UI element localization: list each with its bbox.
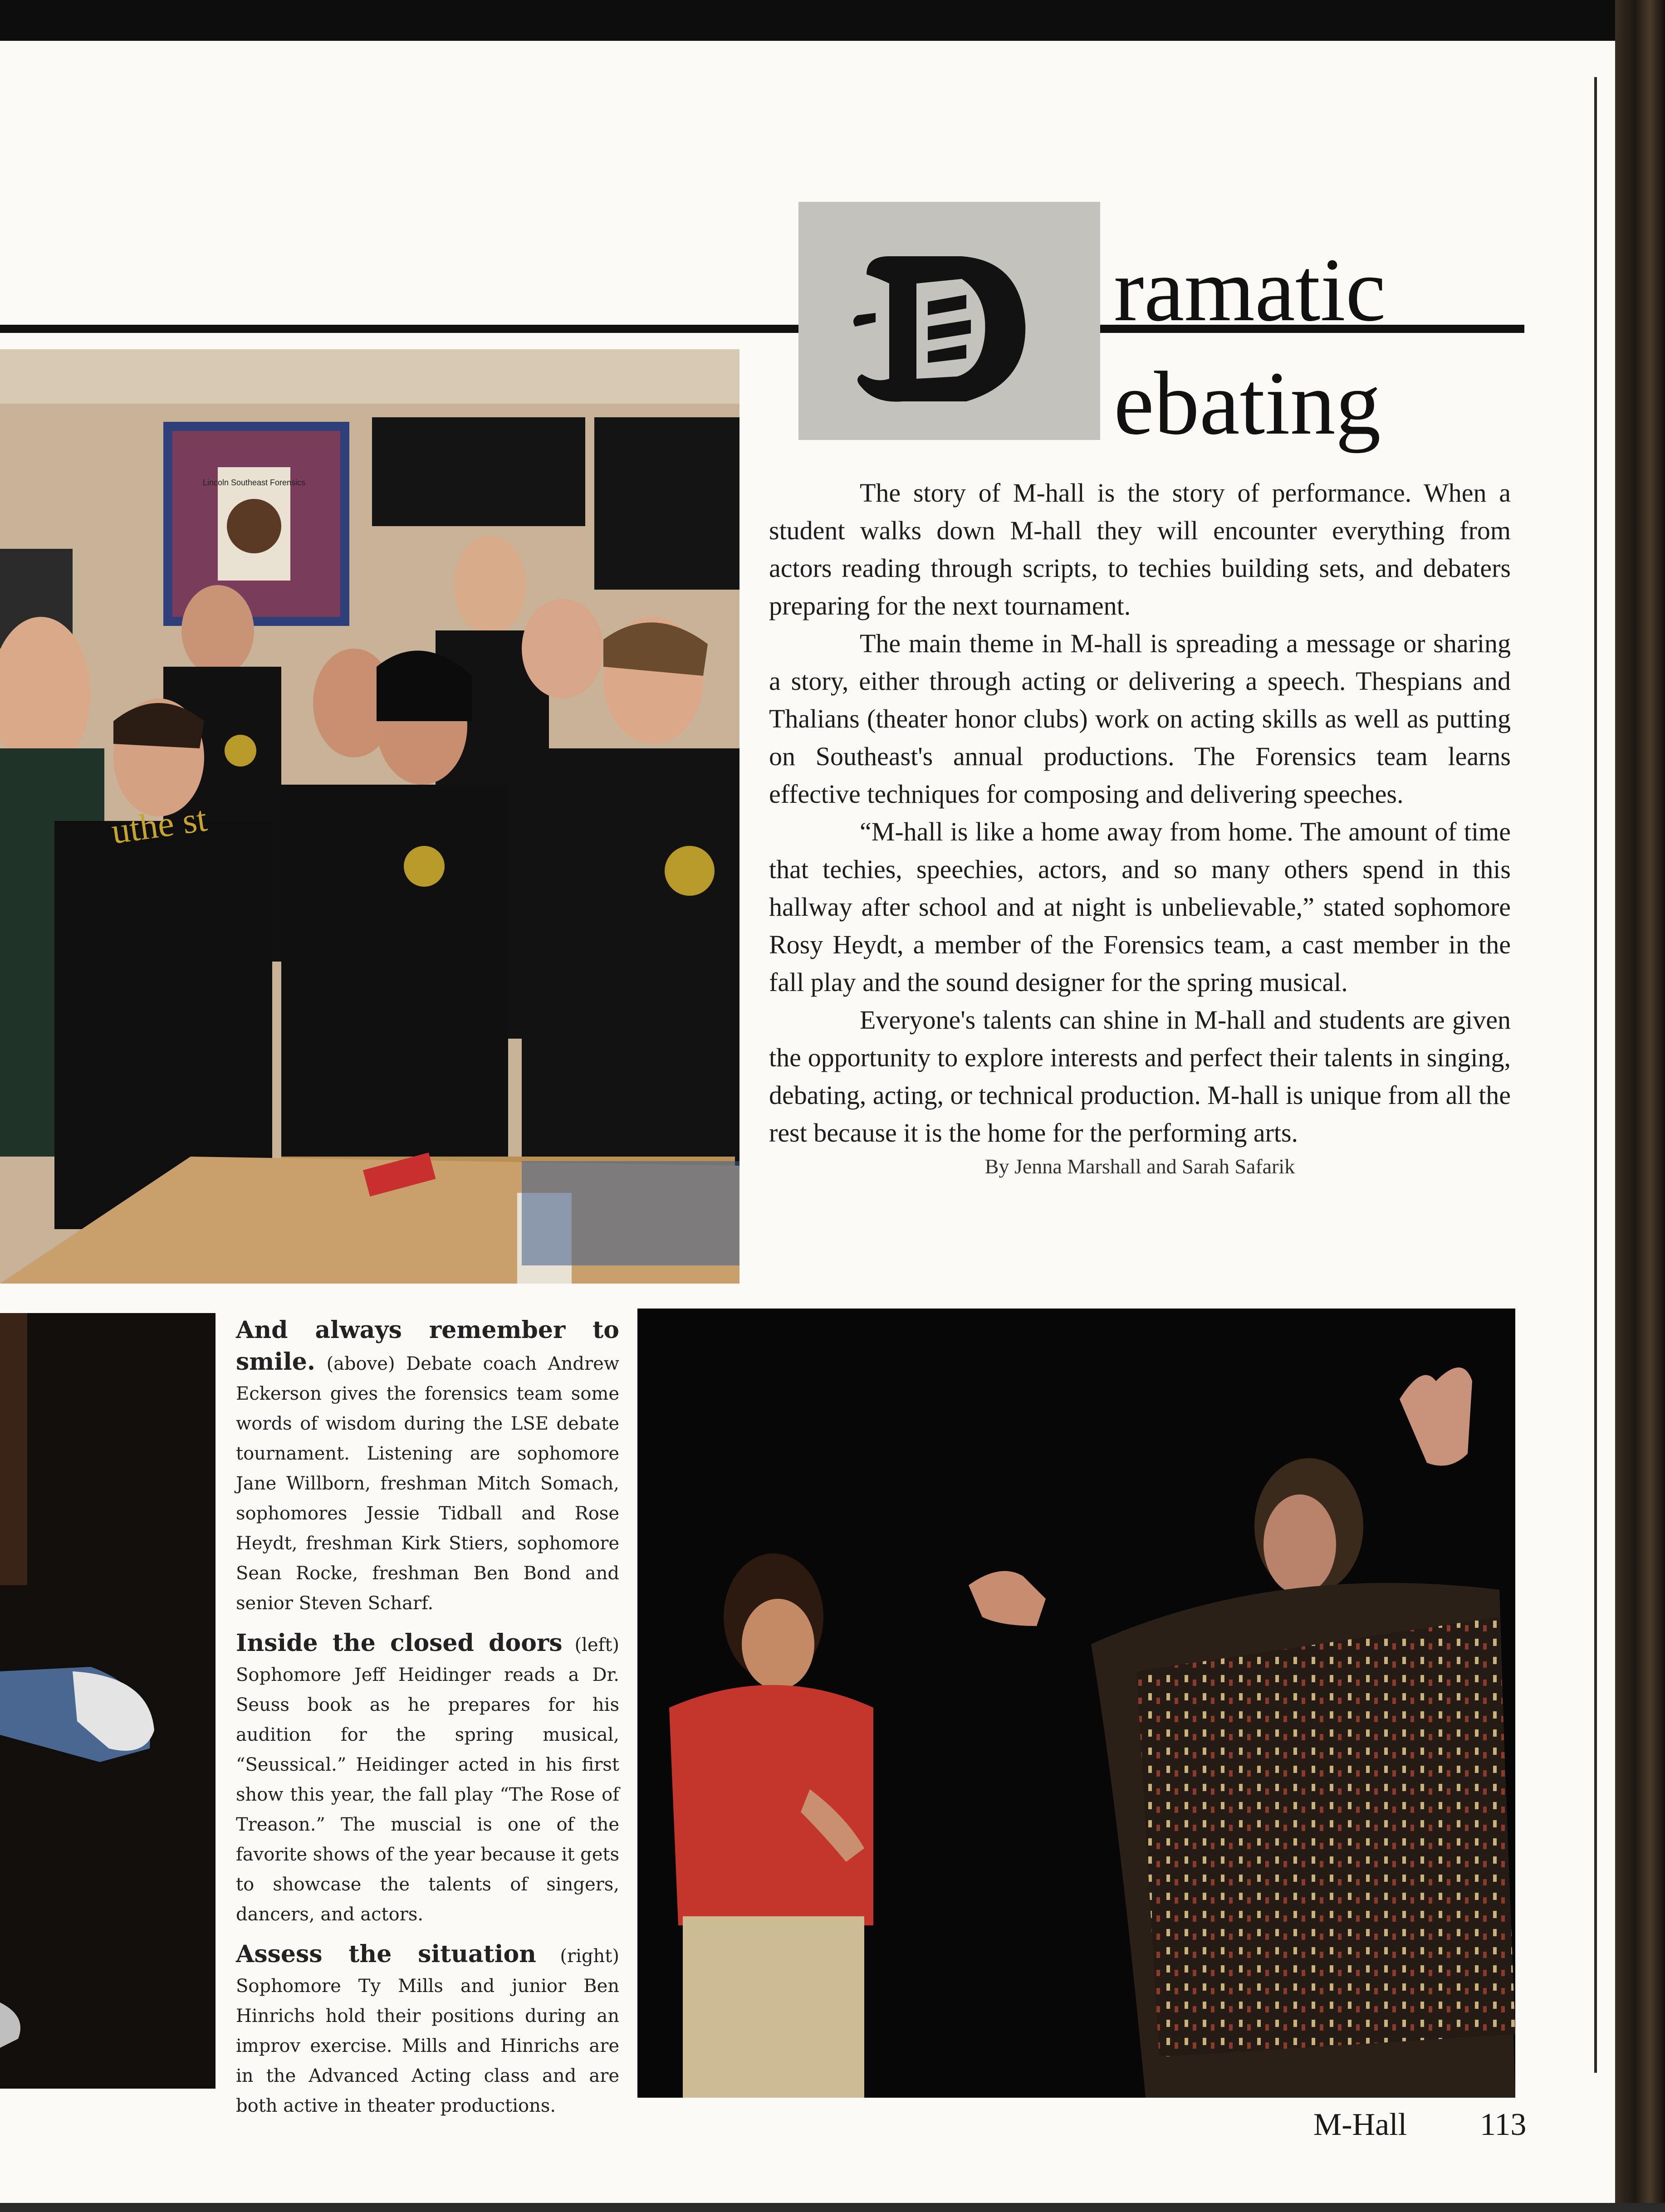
byline: By Jenna Marshall and Sarah Safarik xyxy=(984,1155,1295,1178)
caption-assess xyxy=(236,1939,619,2121)
blackletter-d-icon xyxy=(848,247,1039,410)
title-word-1: ramatic xyxy=(1114,240,1386,340)
captions xyxy=(236,1315,619,2131)
caption-text: (above) Debate coach Andrew Eckerson gives the forensics team some words of wisdom during the LSE debate tournament. Listening are sophomore Jane Willborn, freshman Mitch Somach, sophomores Jessie Tidball and Rose Heydt, freshman Kirk Stiers, sophomore Sean Rocke, freshman Ben Bond and senior Steven Scharf. xyxy=(236,1353,619,1614)
svg-text:Lincoln Southeast Forensics: Lincoln Southeast Forensics xyxy=(202,478,306,487)
gutter-line xyxy=(1594,77,1597,2073)
paragraph: The main theme in M-hall is spreading a message or sharing a story, either through acting or delivering a speech. Thespians and Thalians (theater honor clubs) work on acting skills as well as putting on Southeast's annual productions. The Forensics team learns effective techniques for composing and delivering speeches. xyxy=(769,629,1511,809)
scan-bottom-edge xyxy=(0,2203,1665,2212)
book-binding xyxy=(1615,0,1665,2212)
svg-text:uthe st: uthe st xyxy=(109,799,210,852)
paragraph: “M-hall is like a home away from home. The amount of time that techies, speechies, actors, and so many others spend in this hallway after school and at night is unbelievable,” stated sophomore Rosy Heydt, a member of the Forensics team, a cast member in the fall play and the sound designer for the spring musical. xyxy=(769,817,1511,997)
photo-forensics-team xyxy=(0,349,739,1284)
photo-improv-exercise xyxy=(637,1309,1515,2098)
title-word-2: ebating xyxy=(1114,353,1381,454)
paragraph: The story of M-hall is the story of performance. When a student walks down M-hall they will encounter everything from actors reading through scripts, to techies building sets, and debaters preparing for the next tournament. xyxy=(769,478,1511,620)
section-label: M-Hall xyxy=(1313,2107,1407,2142)
paragraph: Everyone's talents can shine in M-hall and students are given the opportunity to explore interests and perfect their talents in singing, debating, acting, or technical production. M-hall is unique from all the rest because it is the home for the performing arts. xyxy=(769,1005,1511,1148)
caption-text: (right) Sophomore Ty Mills and junior Ben Hinrichs hold their positions during an improv exercise. Mills and Hinrichs are in the Advanced Acting class and are both active in theater productions. xyxy=(236,1946,619,2116)
caption-closed-doors xyxy=(236,1628,619,1929)
caption-smile xyxy=(236,1315,619,1618)
scan-top-edge xyxy=(0,0,1665,41)
caption-text: (left) Sophomore Jeff Heidinger reads a Dr. Seuss book as he prepares for his audition for the spring musical, “Seussical.” Heidinger acted in his first show this year, the fall play “The Rose of Treason.” The muscial is one of the favorite shows of the year because it gets to showcase the talents of singers, dancers, and actors. xyxy=(236,1635,619,1925)
page-number: 113 xyxy=(1480,2107,1527,2142)
caption-headline: And always remember to smile. xyxy=(236,1316,619,1376)
caption-headline: Assess the situation xyxy=(236,1940,536,1968)
caption-headline: Inside the closed doors xyxy=(236,1629,563,1657)
photo-reading-audition xyxy=(0,1313,215,2089)
article-body xyxy=(769,474,1511,1152)
